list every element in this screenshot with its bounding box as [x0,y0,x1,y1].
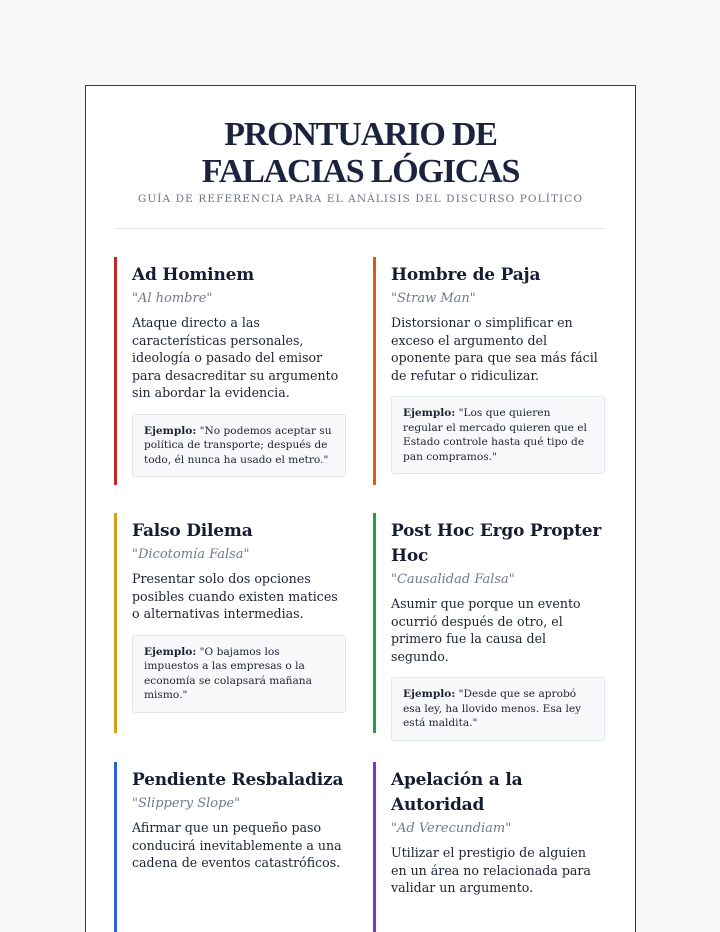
fallacy-alias: "Al hombre" [132,291,213,306]
example-label: Ejemplo: [403,688,456,701]
fallacy-example [391,396,605,474]
fallacy-title: Falso Dilema [132,521,253,541]
example-label: Ejemplo: [144,645,197,658]
page-subtitle: GUÍA DE REFERENCIA PARA EL ANÁLISIS DEL DISCURSO POLÍTICO [137,193,584,205]
fallacy-card-pendiente-resbaladiza [114,762,346,932]
fallacy-description: Ataque directo a las características personales, ideología o pasado del emisor para desacreditar su argumento sin abordar la evidencia. [132,315,339,401]
reference-sheet [85,85,636,932]
fallacy-card-ad-hominem [114,257,346,485]
fallacy-card-hombre-de-paja [373,257,605,485]
fallacy-example [132,635,346,713]
fallacy-alias: "Causalidad Falsa" [391,572,515,587]
example-text: "Los que quieren regular el mercado quieren que el Estado controle hasta qué tipo de pan compramos." [403,407,587,463]
fallacy-title: Apelación a la Autoridad [391,770,523,815]
fallacy-alias: "Straw Man" [391,291,476,306]
fallacy-card-falso-dilema [114,513,346,733]
fallacy-example [391,677,605,741]
fallacy-alias: "Slippery Slope" [132,796,241,811]
page-title: PRONTUARIO DE FALACIAS LÓGICAS [201,116,520,190]
fallacy-title: Pendiente Resbaladiza [132,770,344,790]
fallacy-title: Hombre de Paja [391,265,541,285]
fallacy-alias: "Dicotomía Falsa" [132,547,250,562]
example-text: "O bajamos los impuestos a las empresas o la economía se colapsará mañana mismo." [144,645,312,702]
example-text: "Desde que se aprobó esa ley, ha llovido menos. Esa ley está maldita." [403,688,582,730]
header-divider [116,228,605,229]
example-label: Ejemplo: [144,424,197,437]
fallacy-description: Presentar solo dos opciones posibles cuando existen matices o alternativas intermedias. [132,571,338,622]
fallacy-title: Post Hoc Ergo Propter Hoc [391,521,602,566]
example-text: "No podemos aceptar su política de transporte; después de todo, él nunca ha usado el metro." [144,424,332,466]
fallacy-card-post-hoc [373,513,605,733]
fallacy-description: Afirmar que un pequeño paso conducirá inevitablemente a una cadena de eventos catastróficos. [132,820,342,871]
fallacy-description: Asumir que porque un evento ocurrió después de otro, el primero fue la causa del segundo. [391,596,581,664]
example-label: Ejemplo: [403,407,456,420]
fallacy-description: Utilizar el prestigio de alguien en un área no relacionada para validar un argumento. [391,845,591,896]
fallacy-example [132,414,346,478]
fallacy-title: Ad Hominem [132,265,255,285]
fallacy-description: Distorsionar o simplificar en exceso el argumento del oponente para que sea más fácil de refutar o ridiculizar. [391,315,598,383]
fallacy-alias: "Ad Verecundiam" [391,821,512,836]
fallacy-card-apelacion-autoridad [373,762,605,932]
